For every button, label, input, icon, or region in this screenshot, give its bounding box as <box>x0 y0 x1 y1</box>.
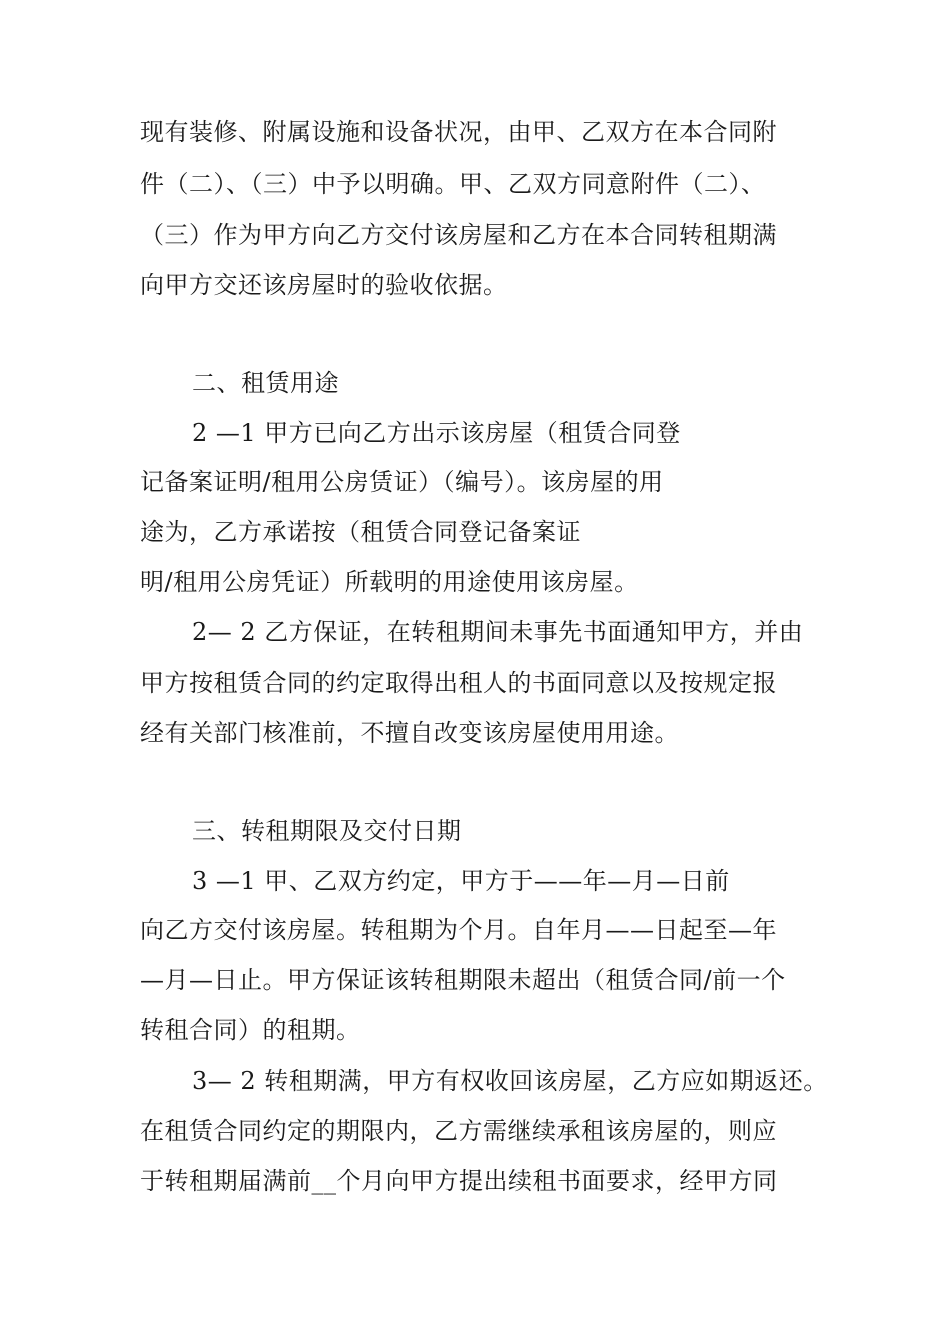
clause-line: 途为，乙方承诺按（租赁合同登记备案证 <box>140 518 581 546</box>
clause-line: 于转租期届满前__个月向甲方提出续租书面要求，经甲方同 <box>140 1167 778 1195</box>
text-line: 现有装修、附属设施和设备状况，由甲、乙双方在本合同附 <box>140 118 777 146</box>
text-line: 向甲方交还该房屋时的验收依据。 <box>140 271 508 299</box>
text-line: （三）作为甲方向乙方交付该房屋和乙方在本合同转租期满 <box>140 221 777 249</box>
section-heading: 二、租赁用途 <box>192 369 339 397</box>
clause-line: 明/租用公房凭证）所载明的用途使用该房屋。 <box>140 568 639 596</box>
clause-line: 甲方按租赁合同的约定取得出租人的书面同意以及按规定报 <box>140 669 777 697</box>
clause-line: 向乙方交付该房屋。转租期为个月。自年月——日起至—年 <box>140 916 777 944</box>
clause-line: 3— 2 转租期满，甲方有权收回该房屋，乙方应如期返还。 <box>192 1067 828 1095</box>
section-heading: 三、转租期限及交付日期 <box>192 817 462 845</box>
clause-line: 2 —1 甲方已向乙方出示该房屋（租赁合同登 <box>192 419 681 447</box>
clause-line: 记备案证明/租用公房赁证）（编号）。该房屋的用 <box>140 468 664 496</box>
text-line: 件（二）、（三）中予以明确。甲、乙双方同意附件（二）、 <box>140 170 766 198</box>
clause-line: 2— 2 乙方保证，在转租期间未事先书面通知甲方，并由 <box>192 618 804 646</box>
clause-line: 在租赁合同约定的期限内，乙方需继续承租该房屋的，则应 <box>140 1117 777 1145</box>
clause-line: —月—日止。甲方保证该转租期限未超出（租赁合同/前一个 <box>140 966 786 994</box>
clause-line: 3 —1 甲、乙双方约定，甲方于——年—月—日前 <box>192 867 730 895</box>
clause-line: 转租合同）的租期。 <box>140 1016 361 1044</box>
clause-line: 经有关部门核准前，不擅自改变该房屋使用用途。 <box>140 719 679 747</box>
